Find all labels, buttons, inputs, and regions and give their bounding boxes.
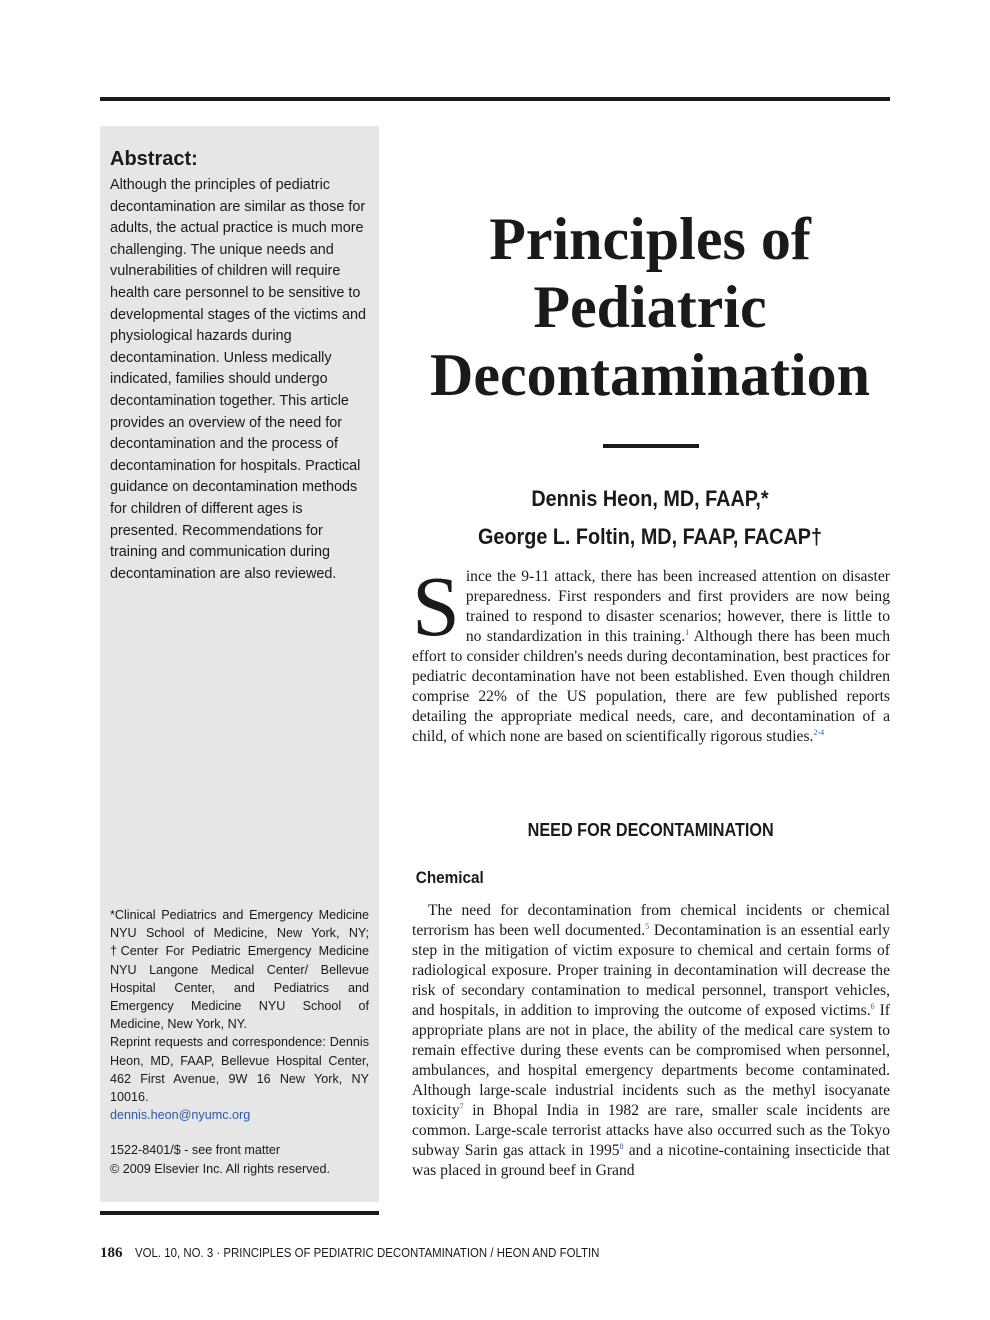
abstract-sidebar <box>100 126 379 1202</box>
body-text: The need for decontamination from chemical incidents or chemical terrorism has been well documented. <box>412 902 890 939</box>
body-text: in Bhopal India in 1982 are rare, smaller scale incidents are common. Large-scale terrorist attacks have also occurred such as the Tokyo subway Sarin gas attack in 1995 <box>412 1102 890 1159</box>
reference-link[interactable]: 8 <box>619 1141 624 1151</box>
author-2: George L. Foltin, MD, FAAP, FACAP† <box>478 524 822 549</box>
intro-text-1: ince the 9-11 attack, there has been increased attention on disaster preparedness. First responders and first providers are now being trained to respond to disaster scenarios; however, there is little to no standardization in this training. <box>465 568 890 645</box>
title-line: Principles of <box>489 206 811 272</box>
reference-link[interactable]: 7 <box>459 1101 464 1111</box>
issn-text: 1522-8401/$ - see front matter <box>110 1143 281 1158</box>
reference-link[interactable]: 6 <box>870 1001 875 1011</box>
title-line: Decontamination <box>430 342 870 408</box>
body-text: If appropriate plans are not in place, the ability of the medical care system to remain effective during these events can be compromised when personnel, ambulances, and hospital emergency departments become contaminated. Although large-scale industrial incidents such as the methyl isocyanate toxicity <box>412 1002 890 1119</box>
subsection-heading: Chemical <box>415 868 484 887</box>
drop-cap: S <box>412 558 460 654</box>
reference-link[interactable]: 2-4 <box>813 727 825 737</box>
author-1: Dennis Heon, MD, FAAP,* <box>531 486 769 511</box>
intro-paragraph <box>412 558 891 747</box>
affiliations-block <box>110 906 369 1178</box>
sidebar-bottom-rule <box>100 1211 379 1215</box>
email-link[interactable]: dennis.heon@nyumc.org <box>110 1108 251 1123</box>
reference-link[interactable]: 1 <box>685 627 690 637</box>
copyright-text: © 2009 Elsevier Inc. All rights reserved. <box>110 1161 330 1176</box>
chemical-paragraph <box>412 901 890 1221</box>
abstract-heading: Abstract: <box>110 148 198 170</box>
body-text: and a nicotine-containing insecticide that was placed in ground beef in Grand <box>412 1142 890 1179</box>
reprint-text: Reprint requests and correspondence: Dennis Heon, MD, FAAP, Bellevue Hospital Center, 462 First Avenue, 9W 16 New York, NY 10016. <box>110 1035 369 1105</box>
abstract-text: Although the principles of pediatric decontamination are similar as those for adults, the actual practice is much more challenging. The unique needs and vulnerabilities of children will require health care personnel to be sensitive to developmental stages of the victims and physiological hazards during decontamination. Unless medically indicated, families should undergo decontamination together. This article provides an overview of the need for decontamination and the process of decontamination for hospitals. Practical guidance on decontamination methods for children of different ages is presented. Recommendations for training and communication during decontamination are also reviewed. <box>110 177 366 582</box>
title-line: Pediatric <box>533 274 767 340</box>
affiliations-text: *Clinical Pediatrics and Emergency Medicine NYU School of Medicine, New York, NY; †Center For Pediatric Emergency Medicine NYU Langone Medical Center/ Bellevue Hospital Center, and Pediatrics and Emergency Medicine NYU School of Medicine, New York, NY. <box>110 908 369 1032</box>
body-text: Decontamination is an essential early step in the mitigation of victim exposure to chemical and certain forms of radiological exposure. Proper training in decontamination will decrease the risk of secondary contamination to medical personnel, transport vehicles, and hospitals, in addition to improving the outcome of exposed victims. <box>412 922 890 1019</box>
page-number: 186 <box>100 1245 123 1261</box>
top-rule <box>100 97 890 101</box>
intro-text-2: Although there has been much effort to consider children's needs during decontamination, best practices for pediatric decontamination have not been established. Even though children comprise 22% of the US population, there are few published reports detailing the appropriate medical needs, care, and decontamination of a child, of which none are based on scientifically rigorous studies. <box>412 628 891 745</box>
authors <box>410 480 890 556</box>
section-heading: NEED FOR DECONTAMINATION <box>527 820 774 840</box>
reference-link[interactable]: 5 <box>645 921 650 931</box>
running-head: VOL. 10, NO. 3 · PRINCIPLES OF PEDIATRIC DECONTAMINATION / HEON AND FOLTIN <box>134 1245 599 1260</box>
article-title <box>410 205 890 409</box>
page-footer <box>100 1245 662 1262</box>
title-rule <box>603 444 699 448</box>
